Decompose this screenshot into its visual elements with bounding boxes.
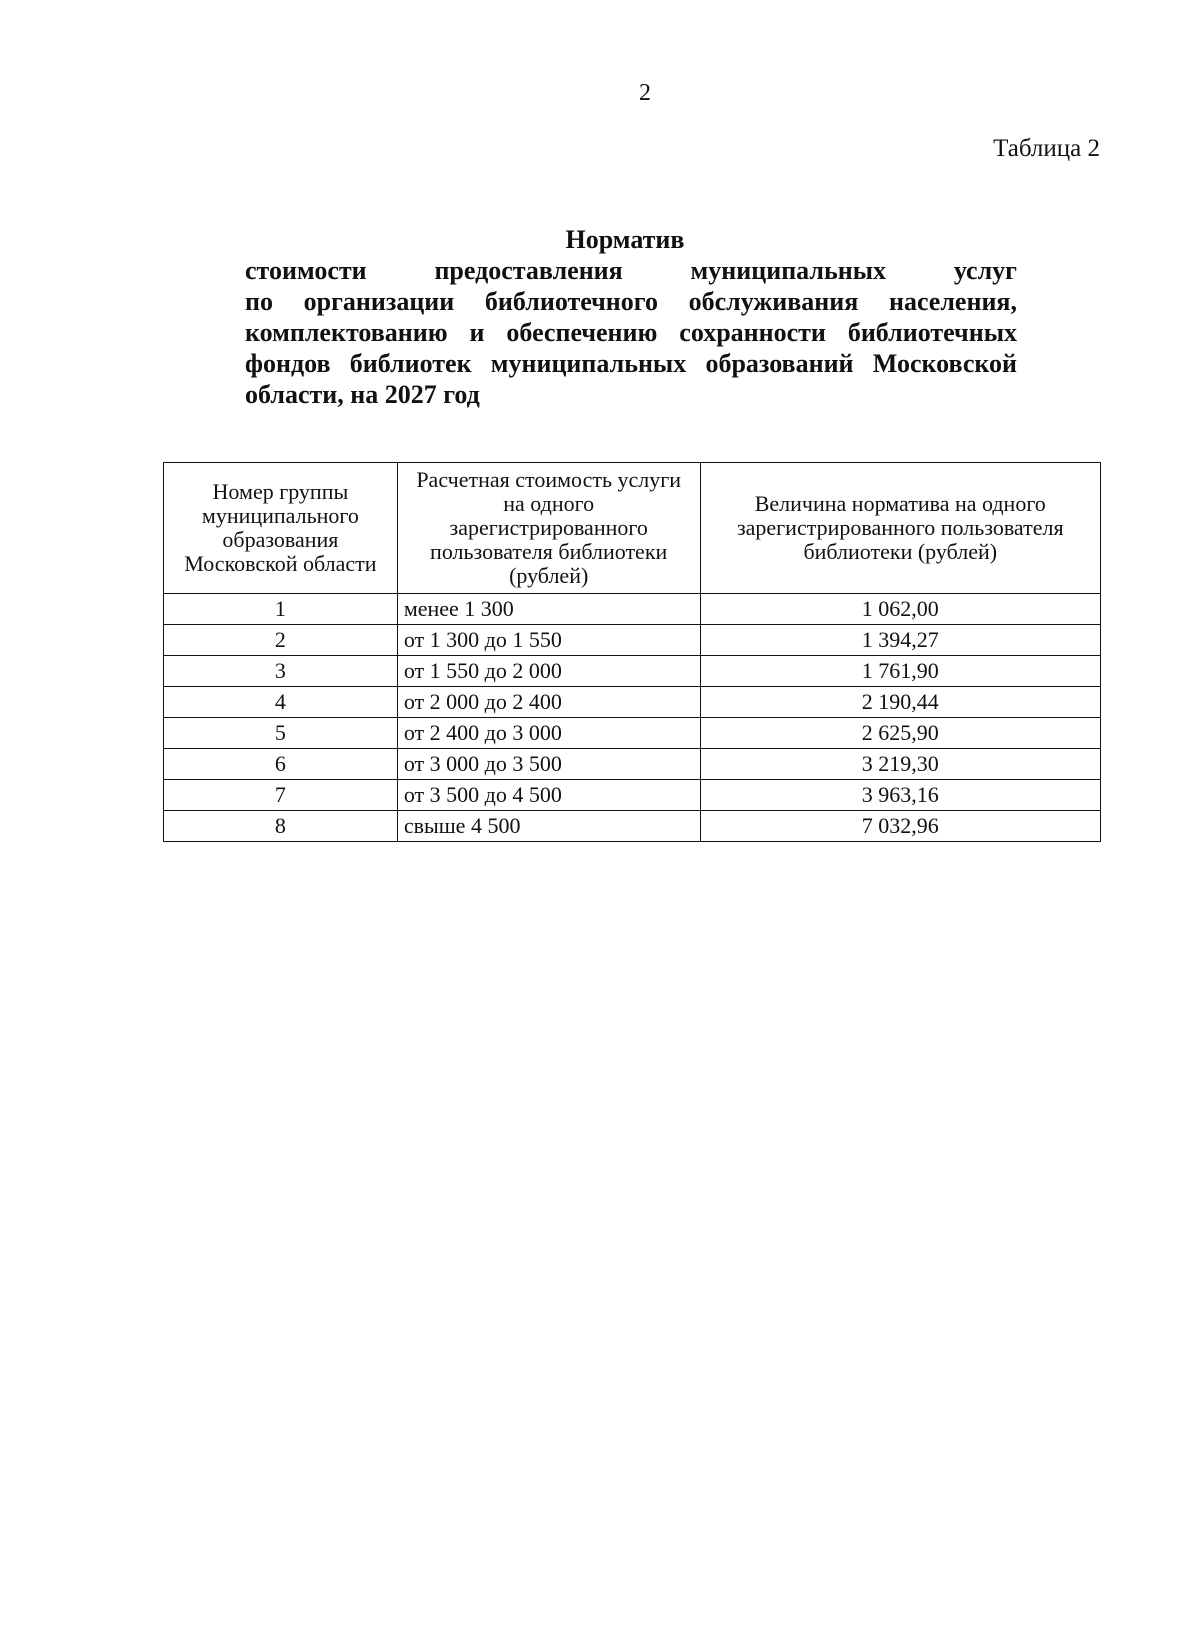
subtitle-line: фондов библиотек муниципальных образований Московской — [245, 349, 1017, 378]
table-row — [164, 656, 1101, 687]
cell-group: 5 — [164, 718, 398, 749]
cell-norm: 1 062,00 — [700, 594, 1100, 625]
cell-group: 3 — [164, 656, 398, 687]
table-row — [164, 718, 1101, 749]
table-row — [164, 625, 1101, 656]
table-header — [164, 463, 1101, 594]
header-norm: Величина норматива на одного зарегистрированного пользователя библиотеки (рублей) — [700, 463, 1100, 594]
table-row — [164, 811, 1101, 842]
cell-norm: 3 219,30 — [700, 749, 1100, 780]
cell-range: от 3 500 до 4 500 — [397, 780, 700, 811]
header-cost: Расчетная стоимость услуги на одного зарегистрированного пользователя библиотеки (рублей) — [397, 463, 700, 594]
cell-norm: 2 190,44 — [700, 687, 1100, 718]
table-body — [164, 594, 1101, 842]
cell-range: от 1 300 до 1 550 — [397, 625, 700, 656]
cell-range: от 2 000 до 2 400 — [397, 687, 700, 718]
table-row — [164, 687, 1101, 718]
cell-group: 7 — [164, 780, 398, 811]
cell-group: 6 — [164, 749, 398, 780]
page-number: 2 — [639, 80, 651, 106]
subtitle-line: стоимости предоставления муниципальных услуг — [245, 256, 1017, 285]
subtitle-line: комплектованию и обеспечению сохранности библиотечных — [245, 318, 1017, 347]
cell-group: 4 — [164, 687, 398, 718]
document-title: Норматив — [565, 225, 685, 254]
cell-norm: 1 394,27 — [700, 625, 1100, 656]
table-row — [164, 749, 1101, 780]
cell-range: свыше 4 500 — [397, 811, 700, 842]
cell-norm: 3 963,16 — [700, 780, 1100, 811]
cell-group: 8 — [164, 811, 398, 842]
document-subtitle — [245, 255, 1017, 410]
cell-range: менее 1 300 — [397, 594, 700, 625]
cell-group: 2 — [164, 625, 398, 656]
cell-norm: 1 761,90 — [700, 656, 1100, 687]
cell-range: от 3 000 до 3 500 — [397, 749, 700, 780]
norm-table — [163, 462, 1101, 842]
cell-range: от 2 400 до 3 000 — [397, 718, 700, 749]
subtitle-line: по организации библиотечного обслуживания населения, — [245, 287, 1017, 316]
header-group: Номер группы муниципального образования Московской области — [164, 463, 398, 594]
table-caption: Таблица 2 — [993, 135, 1100, 162]
cell-norm: 2 625,90 — [700, 718, 1100, 749]
table-row — [164, 594, 1101, 625]
table-row — [164, 780, 1101, 811]
cell-norm: 7 032,96 — [700, 811, 1100, 842]
cell-group: 1 — [164, 594, 398, 625]
header-row — [164, 463, 1101, 594]
subtitle-line: области, на 2027 год — [245, 380, 480, 409]
cell-range: от 1 550 до 2 000 — [397, 656, 700, 687]
